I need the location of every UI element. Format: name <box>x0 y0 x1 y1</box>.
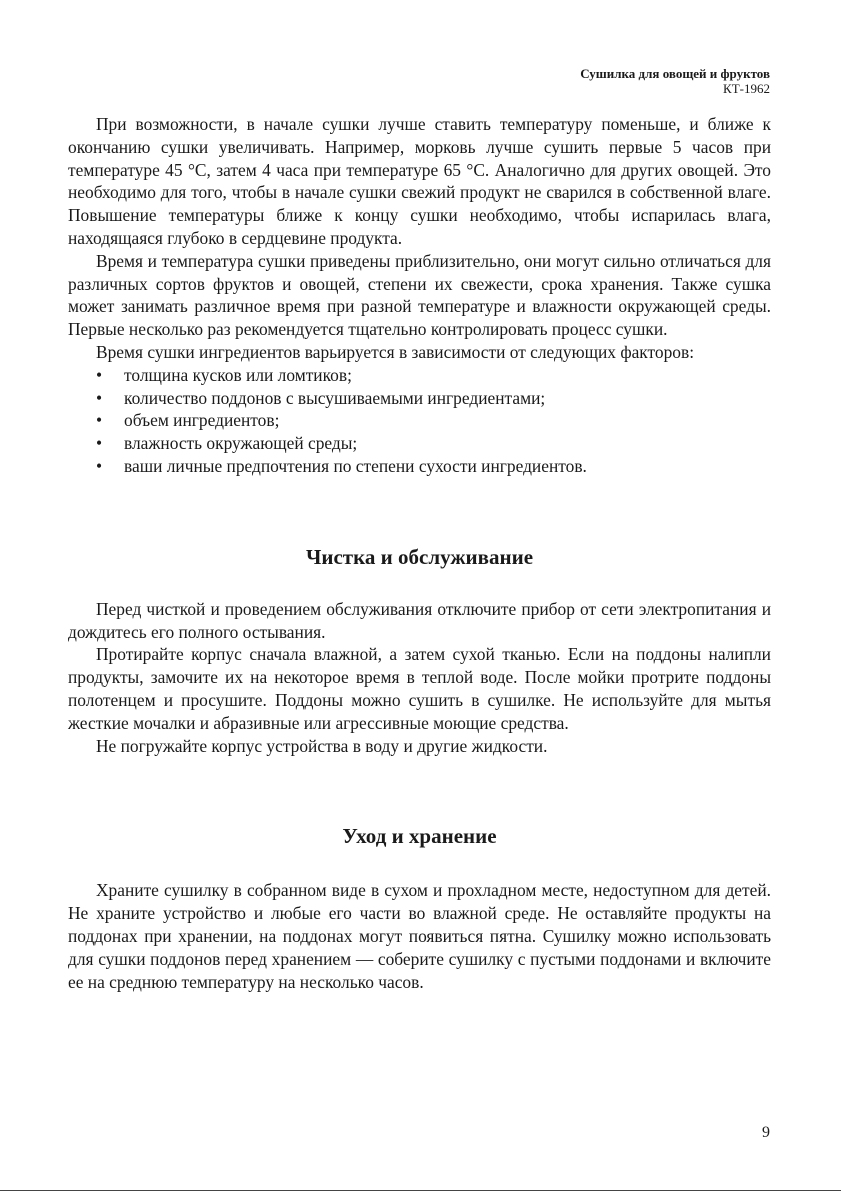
list-item-text: толщина кусков или ломтиков; <box>124 364 352 385</box>
drying-tips-section <box>68 113 771 478</box>
header-model-code: КТ-1962 <box>723 81 770 96</box>
list-item-text: количество поддонов с высушиваемыми ингредиентами; <box>124 387 546 408</box>
running-header <box>580 66 770 97</box>
list-item-text: влажность окружающей среды; <box>124 433 358 454</box>
page-number: 9 <box>762 1124 770 1141</box>
list-item <box>68 409 771 432</box>
section-heading-cleaning: Чистка и обслуживание <box>305 544 534 569</box>
list-item <box>68 364 771 387</box>
bullet-icon: • <box>96 455 103 476</box>
list-item <box>68 387 771 410</box>
bullet-icon: • <box>96 364 103 385</box>
list-item-text: ваши личные предпочтения по степени сухости ингредиентов. <box>124 455 587 476</box>
paragraph-no-immersion-warning: Не погружайте корпус устройства в воду и другие жидкости. <box>96 735 548 756</box>
page-content <box>68 113 771 993</box>
paragraph-storage-instructions: Храните сушилку в собранном виде в сухом и прохладном месте, недоступном для детей. Не храните устройство и любые его части во влажной среде. Не оставляйте продукты на поддонах при хранении, на поддонах могут появиться пятна. Сушилку можно использовать для сушки поддонов перед хранением — соберите сушилку с пустыми поддонами и включите ее на среднюю температуру на несколько часов. <box>68 880 771 992</box>
paragraph-unplug-before-cleaning: Перед чисткой и проведением обслуживания отключите прибор от сети электропитания и дождитесь его полного остывания. <box>68 598 771 642</box>
header-product-title: Сушилка для овощей и фруктов <box>580 66 770 81</box>
paragraph-drying-factors-intro: Время сушки ингредиентов варьируется в зависимости от следующих факторов: <box>96 341 695 362</box>
list-item-text: объем ингредиентов; <box>124 410 280 431</box>
bullet-icon: • <box>96 433 103 454</box>
bottom-divider <box>0 1190 841 1191</box>
section-heading-storage: Уход и хранение <box>342 824 497 849</box>
paragraph-approximate-times: Время и температура сушки приведены приблизительно, они могут сильно отличаться для различных сортов фруктов и овощей, степени их свежести, срока хранения. Также сушка может занимать различное время при разной температуре и влажности окружающей среды. Первые несколько раз рекомендуется тщательно контролировать процесс сушки. <box>68 250 771 340</box>
cleaning-section <box>68 544 771 758</box>
bullet-icon: • <box>96 410 103 431</box>
list-item <box>68 455 771 478</box>
list-item <box>68 432 771 455</box>
paragraph-wiping-instructions: Протирайте корпус сначала влажной, а затем сухой тканью. Если на поддоны налипли продукты, замочите их на некоторое время в теплой воде. После мойки протрите поддоны полотенцем и просушите. Поддоны можно сушить в сушилке. Не используйте для мытья жесткие мочалки и абразивные или агрессивные моющие средства. <box>68 644 771 733</box>
paragraph-temperature-advice: При возможности, в начале сушки лучше ставить температуру поменьше, и ближе к окончанию сушки увеличивать. Например, морковь лучше сушить первые 5 часов при температуре 45 °C, затем 4 часа при температуре 65 °C. Аналогично для других овощей. Это необходимо для того, чтобы в начале сушки свежий продукт не сварился в собственной влаге. Повышение температуры ближе к концу сушки необходимо, чтобы испарилась влага, находящаяся глубоко в сердцевине продукта. <box>68 114 771 248</box>
drying-factors-list <box>68 364 771 478</box>
storage-section <box>68 823 771 993</box>
bullet-icon: • <box>96 387 103 408</box>
